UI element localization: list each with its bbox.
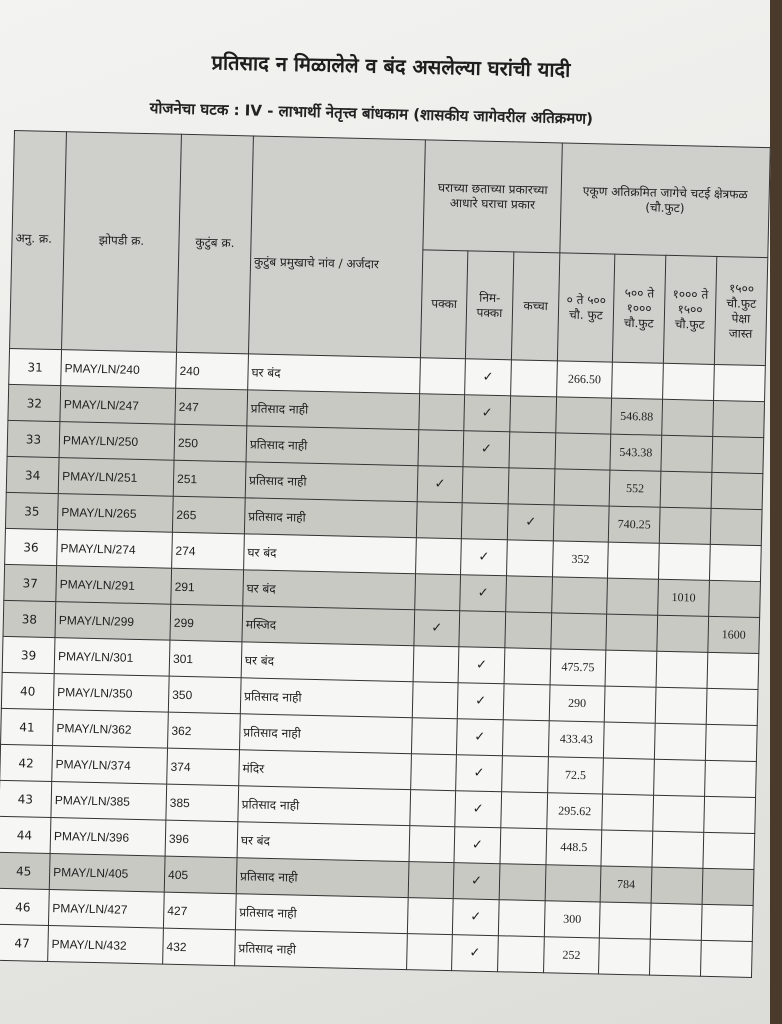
- semi-pakka-cell: [459, 611, 506, 648]
- kachha-cell: [509, 432, 556, 469]
- hut-no-cell: PMAY/LN/427: [48, 889, 164, 928]
- family-no-cell: 374: [167, 748, 240, 786]
- head-name-cell: घर बंद: [248, 354, 421, 394]
- family-no-cell: 432: [163, 928, 236, 966]
- kachha-cell: [502, 720, 549, 757]
- area-500-1000-cell: [603, 722, 655, 759]
- head-name-cell: प्रतिसाद नाही: [244, 498, 417, 538]
- area-1500-plus-cell: [714, 364, 766, 401]
- area-1500-plus-cell: [703, 832, 755, 869]
- serial-cell: 45: [0, 852, 50, 889]
- kachha-cell: [498, 900, 545, 937]
- serial-cell: 41: [1, 708, 54, 745]
- pakka-cell: ✓: [417, 466, 463, 503]
- hut-no-cell: PMAY/LN/274: [57, 530, 173, 569]
- family-no-cell: 265: [172, 496, 245, 534]
- kachha-cell: [507, 540, 554, 577]
- area-1500-plus-cell: [706, 688, 758, 725]
- head-name-cell: प्रतिसाद नाही: [236, 858, 409, 898]
- area-500-1000-cell: 543.38: [610, 434, 662, 471]
- semi-pakka-cell: ✓: [453, 863, 500, 900]
- header-serial: अनु. क्र.: [10, 131, 67, 350]
- hut-no-cell: PMAY/LN/385: [51, 782, 167, 821]
- pakka-cell: [420, 358, 466, 395]
- area-1000-1500-cell: 1010: [658, 579, 710, 616]
- area-1500-plus-cell: [705, 724, 757, 761]
- kachha-cell: ✓: [507, 504, 554, 541]
- serial-cell: 33: [7, 420, 60, 457]
- pakka-cell: [408, 862, 454, 899]
- header-hut-no: झोपडी क्र.: [62, 132, 182, 353]
- serial-cell: 46: [0, 888, 49, 925]
- area-0-500-cell: 252: [544, 937, 600, 974]
- table-body: [0, 348, 765, 977]
- area-1000-1500-cell: [651, 867, 703, 904]
- serial-cell: 39: [2, 636, 55, 673]
- serial-cell: 44: [0, 816, 51, 853]
- family-no-cell: 362: [168, 712, 241, 750]
- pakka-cell: [411, 754, 457, 791]
- area-0-500-cell: 352: [553, 541, 609, 578]
- family-no-cell: 405: [164, 856, 237, 894]
- head-name-cell: प्रतिसाद नाही: [245, 462, 418, 502]
- area-0-500-cell: 475.75: [550, 649, 606, 686]
- area-500-1000-cell: 552: [609, 470, 661, 507]
- serial-cell: 34: [6, 456, 59, 493]
- area-500-1000-cell: [604, 686, 656, 723]
- pakka-cell: [416, 502, 462, 539]
- area-500-1000-cell: [602, 794, 654, 831]
- header-area-1000-1500: १००० ते १५०० चौ.फुट: [663, 255, 716, 364]
- area-0-500-cell: [555, 433, 611, 470]
- serial-cell: 42: [0, 744, 53, 781]
- area-1000-1500-cell: [662, 399, 714, 436]
- area-1000-1500-cell: [654, 723, 706, 760]
- area-1000-1500-cell: [663, 363, 715, 400]
- header-area-group: एकूण अतिक्रमित जागेचे चटई क्षेत्रफळ (चौ.फुट): [560, 143, 770, 258]
- serial-cell: 37: [4, 564, 57, 601]
- hut-no-cell: PMAY/LN/301: [54, 638, 170, 677]
- semi-pakka-cell: ✓: [452, 899, 499, 936]
- pakka-cell: [418, 430, 464, 467]
- area-1000-1500-cell: [656, 651, 708, 688]
- area-0-500-cell: [554, 469, 610, 506]
- semi-pakka-cell: [461, 503, 508, 540]
- semi-pakka-cell: ✓: [455, 791, 502, 828]
- pakka-cell: [415, 574, 461, 611]
- kachha-cell: [503, 684, 550, 721]
- header-head-name: कुटुंब प्रमुखाचे नांव / अर्जदार: [248, 136, 425, 358]
- header-kachha: कच्चा: [511, 252, 559, 361]
- semi-pakka-cell: ✓: [456, 755, 503, 792]
- head-name-cell: मस्जिद: [242, 606, 415, 646]
- header-semi-pakka: निम-पक्का: [465, 251, 513, 360]
- area-1500-plus-cell: [713, 400, 765, 437]
- area-1500-plus-cell: [701, 904, 753, 941]
- header-area-500-1000: ५०० ते १००० चौ.फुट: [612, 254, 665, 363]
- serial-cell: 43: [0, 780, 52, 817]
- head-name-cell: घर बंद: [243, 570, 416, 610]
- area-1000-1500-cell: [655, 687, 707, 724]
- hut-no-cell: PMAY/LN/350: [53, 674, 169, 713]
- area-0-500-cell: [551, 613, 607, 650]
- kachha-cell: [506, 576, 553, 613]
- area-500-1000-cell: 546.88: [611, 398, 663, 435]
- area-0-500-cell: 448.5: [546, 829, 602, 866]
- area-1500-plus-cell: [709, 544, 761, 581]
- pakka-cell: [416, 538, 462, 575]
- area-0-500-cell: [545, 865, 601, 902]
- hut-no-cell: PMAY/LN/291: [56, 566, 172, 605]
- semi-pakka-cell: ✓: [460, 575, 507, 612]
- family-no-cell: 299: [170, 604, 243, 642]
- area-0-500-cell: 72.5: [548, 757, 604, 794]
- family-no-cell: 427: [163, 892, 236, 930]
- family-no-cell: 291: [171, 568, 244, 606]
- semi-pakka-cell: ✓: [461, 539, 508, 576]
- header-area-0-500: ० ते ५०० चौ. फुट: [557, 253, 614, 362]
- head-name-cell: प्रतिसाद नाही: [240, 678, 413, 718]
- semi-pakka-cell: [462, 467, 509, 504]
- hut-no-cell: PMAY/LN/240: [61, 350, 177, 389]
- pakka-cell: [407, 934, 453, 971]
- area-1500-plus-cell: 1600: [708, 616, 760, 653]
- area-500-1000-cell: [612, 362, 664, 399]
- kachha-cell: [502, 756, 549, 793]
- area-500-1000-cell: [601, 830, 653, 867]
- pakka-cell: [411, 718, 457, 755]
- head-name-cell: प्रतिसाद नाही: [239, 714, 412, 754]
- semi-pakka-cell: ✓: [464, 395, 511, 432]
- pakka-cell: [413, 646, 459, 683]
- table-header: [10, 131, 771, 366]
- semi-pakka-cell: ✓: [454, 827, 501, 864]
- semi-pakka-cell: ✓: [463, 431, 510, 468]
- area-500-1000-cell: 740.25: [608, 506, 660, 543]
- semi-pakka-cell: ✓: [458, 647, 505, 684]
- header-area-1500-plus: १५०० चौ.फुट पेक्षा जास्त: [714, 256, 767, 365]
- area-1000-1500-cell: [652, 831, 704, 868]
- serial-cell: 40: [1, 672, 54, 709]
- family-no-cell: 385: [166, 784, 239, 822]
- area-1500-plus-cell: [712, 436, 764, 473]
- serial-cell: 38: [3, 600, 56, 637]
- area-0-500-cell: 300: [544, 901, 600, 938]
- serial-cell: 47: [0, 924, 48, 961]
- head-name-cell: प्रतिसाद नाही: [235, 930, 408, 970]
- area-1000-1500-cell: [661, 435, 713, 472]
- hut-no-cell: PMAY/LN/247: [60, 386, 176, 425]
- hut-no-cell: PMAY/LN/265: [57, 494, 173, 533]
- head-name-cell: प्रतिसाद नाही: [247, 390, 420, 430]
- area-1500-plus-cell: [705, 760, 757, 797]
- head-name-cell: मंदिर: [239, 750, 412, 790]
- area-1500-plus-cell: [702, 868, 754, 905]
- serial-cell: 31: [9, 348, 62, 385]
- family-no-cell: 251: [173, 460, 246, 498]
- hut-no-cell: PMAY/LN/432: [48, 925, 164, 964]
- family-no-cell: 396: [165, 820, 238, 858]
- semi-pakka-cell: ✓: [456, 719, 503, 756]
- head-name-cell: प्रतिसाद नाही: [235, 894, 408, 934]
- area-1500-plus-cell: [704, 796, 756, 833]
- pakka-cell: [407, 898, 453, 935]
- kachha-cell: [511, 360, 558, 397]
- family-no-cell: 301: [169, 640, 242, 678]
- area-1000-1500-cell: [650, 903, 702, 940]
- family-no-cell: 350: [168, 676, 241, 714]
- area-500-1000-cell: 784: [600, 866, 652, 903]
- area-0-500-cell: [553, 505, 609, 542]
- area-1000-1500-cell: [658, 543, 710, 580]
- pakka-cell: [419, 394, 465, 431]
- semi-pakka-cell: ✓: [465, 359, 512, 396]
- serial-cell: 36: [5, 528, 58, 565]
- area-1500-plus-cell: [709, 580, 761, 617]
- area-1500-plus-cell: [711, 472, 763, 509]
- header-pakka: पक्का: [420, 250, 467, 359]
- area-500-1000-cell: [605, 650, 657, 687]
- area-1000-1500-cell: [657, 615, 709, 652]
- semi-pakka-cell: ✓: [452, 935, 499, 972]
- head-name-cell: प्रतिसाद नाही: [246, 426, 419, 466]
- head-name-cell: घर बंद: [237, 822, 410, 862]
- area-500-1000-cell: [599, 902, 651, 939]
- area-500-1000-cell: [603, 758, 655, 795]
- kachha-cell: [498, 936, 545, 973]
- kachha-cell: [500, 828, 547, 865]
- area-1500-plus-cell: [710, 508, 762, 545]
- pakka-cell: [410, 790, 456, 827]
- area-500-1000-cell: [606, 614, 658, 651]
- area-0-500-cell: [556, 397, 612, 434]
- area-0-500-cell: 433.43: [548, 721, 604, 758]
- pakka-cell: [412, 682, 458, 719]
- header-house-type-group: घराच्या छताच्या प्रकारच्या आधारे घराचा प्रकार: [423, 140, 562, 253]
- hut-no-cell: PMAY/LN/405: [49, 854, 165, 893]
- hut-no-cell: PMAY/LN/362: [53, 710, 169, 749]
- family-no-cell: 250: [174, 424, 247, 462]
- area-1500-plus-cell: [707, 652, 759, 689]
- hut-no-cell: PMAY/LN/396: [50, 818, 166, 857]
- kachha-cell: [510, 396, 557, 433]
- kachha-cell: [508, 468, 555, 505]
- hut-no-cell: PMAY/LN/299: [55, 602, 171, 641]
- document-title: प्रतिसाद न मिळालेले व बंद असलेल्या घरांची यादी: [211, 50, 571, 82]
- area-1500-plus-cell: [700, 940, 752, 977]
- area-1000-1500-cell: [649, 939, 701, 976]
- area-1000-1500-cell: [660, 471, 712, 508]
- area-0-500-cell: 266.50: [557, 361, 613, 398]
- pakka-cell: ✓: [414, 610, 460, 647]
- header-family-no: कुटुंब क्र.: [176, 134, 253, 354]
- semi-pakka-cell: ✓: [457, 683, 504, 720]
- family-no-cell: 247: [175, 388, 248, 426]
- family-no-cell: 240: [176, 352, 249, 390]
- kachha-cell: [499, 864, 546, 901]
- area-0-500-cell: [552, 577, 608, 614]
- hut-no-cell: PMAY/LN/374: [52, 746, 168, 785]
- hut-no-cell: PMAY/LN/250: [59, 422, 175, 461]
- pakka-cell: [409, 826, 455, 863]
- area-1000-1500-cell: [659, 507, 711, 544]
- area-500-1000-cell: [607, 542, 659, 579]
- area-1000-1500-cell: [654, 759, 706, 796]
- houses-table: [0, 130, 771, 978]
- kachha-cell: [501, 792, 548, 829]
- area-500-1000-cell: [607, 578, 659, 615]
- kachha-cell: [504, 648, 551, 685]
- area-0-500-cell: 295.62: [547, 793, 603, 830]
- serial-cell: 32: [8, 384, 61, 421]
- area-1000-1500-cell: [653, 795, 705, 832]
- area-500-1000-cell: [599, 938, 651, 975]
- family-no-cell: 274: [172, 532, 245, 570]
- head-name-cell: घर बंद: [244, 534, 417, 574]
- head-name-cell: घर बंद: [241, 642, 414, 682]
- document-subtitle: योजनेचा घटक : IV - लाभार्थी नेतृत्त्व बांधकाम (शासकीय जागेवरील अतिक्रमण): [149, 98, 594, 128]
- area-0-500-cell: 290: [549, 685, 605, 722]
- hut-no-cell: PMAY/LN/251: [58, 458, 174, 497]
- kachha-cell: [505, 612, 552, 649]
- serial-cell: 35: [5, 492, 58, 529]
- head-name-cell: प्रतिसाद नाही: [238, 786, 411, 826]
- table-wrapper: [0, 130, 771, 978]
